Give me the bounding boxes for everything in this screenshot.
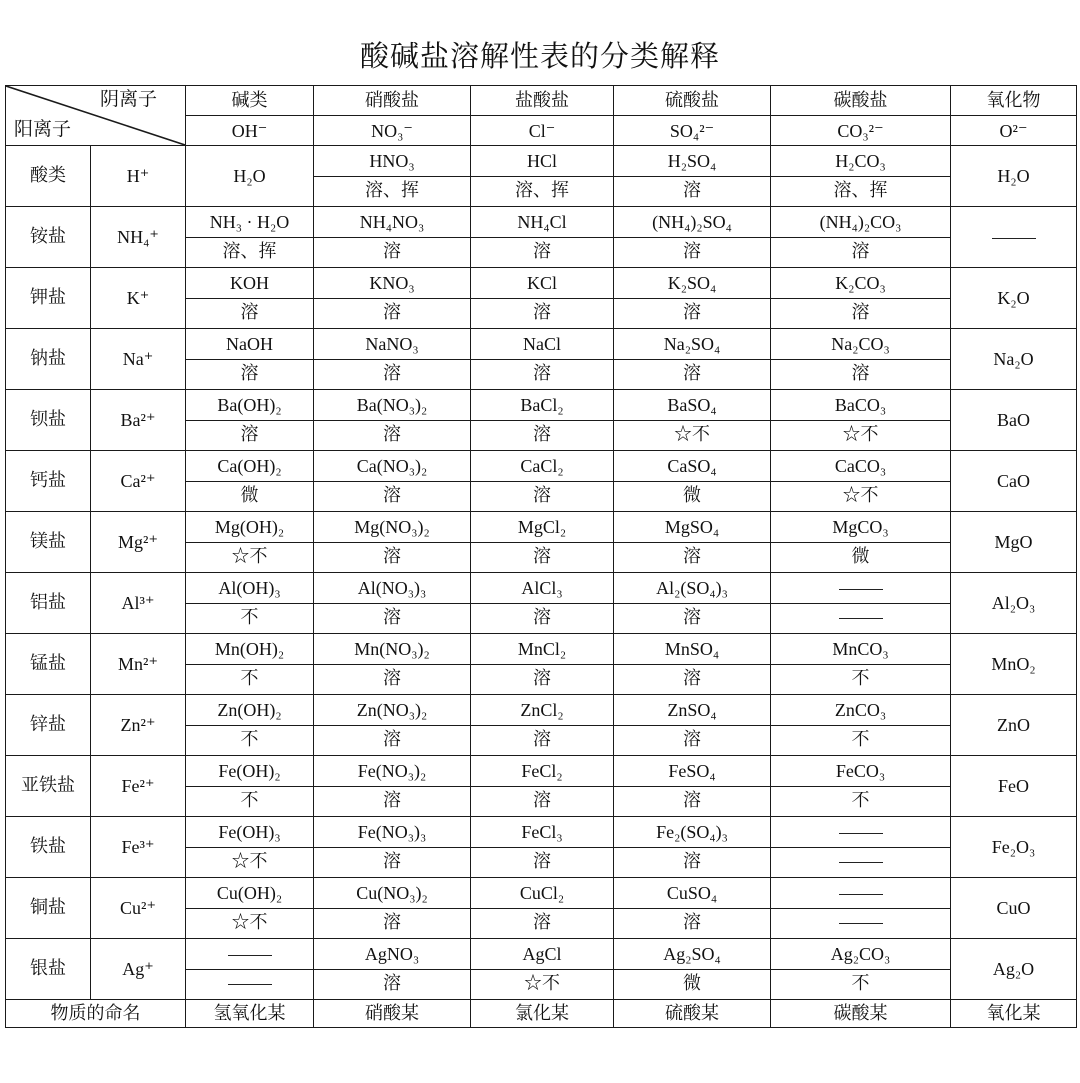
solubility-value: 溶 [614, 542, 771, 573]
solubility-value: 溶 [314, 237, 471, 268]
compound-formula: HNO₃ [314, 146, 471, 177]
compound-formula: FeCl₂ [471, 756, 614, 787]
compound-formula: Ca(OH)₂ [186, 451, 314, 482]
cation-symbol: NH₄⁺ [91, 207, 186, 268]
dash-icon [228, 955, 272, 956]
no-compound-dash [771, 817, 951, 848]
compound-formula: BaCl₂ [471, 390, 614, 421]
solubility-value: 溶 [186, 420, 314, 451]
compound-formula: H₂SO₄ [614, 146, 771, 177]
table-row [6, 939, 1077, 970]
solubility-value: 微 [614, 481, 771, 512]
compound-formula: MnCl₂ [471, 634, 614, 665]
solubility-value: 溶 [771, 298, 951, 329]
compound-formula: Fe(NO₃)₃ [314, 817, 471, 848]
compound-formula: NaNO₃ [314, 329, 471, 360]
oxide-formula: CuO [951, 878, 1077, 939]
compound-formula: Al(OH)₃ [186, 573, 314, 604]
table-row [6, 146, 1077, 177]
solubility-value: 微 [186, 481, 314, 512]
dash-icon [992, 238, 1036, 239]
anion-header: O²⁻ [951, 116, 1077, 146]
oxide-formula: BaO [951, 390, 1077, 451]
cation-category: 锰盐 [6, 634, 91, 695]
compound-formula: Ba(NO₃)₂ [314, 390, 471, 421]
dash-icon [839, 894, 883, 895]
compound-formula: Fe₂(SO₄)₃ [614, 817, 771, 848]
compound-formula: Na₂CO₃ [771, 329, 951, 360]
solubility-value: 微 [771, 542, 951, 573]
solubility-value: ☆不 [186, 542, 314, 573]
compound-formula: Al(NO₃)₃ [314, 573, 471, 604]
table-row [6, 634, 1077, 665]
solubility-value: ☆不 [471, 969, 614, 1000]
oxide-formula: Na₂O [951, 329, 1077, 390]
naming-rule: 氯化某 [471, 1000, 614, 1028]
dash-icon [839, 618, 883, 619]
solubility-value: 溶 [471, 298, 614, 329]
oxide-formula: MgO [951, 512, 1077, 573]
solubility-value: 溶 [614, 359, 771, 390]
compound-formula: MgCl₂ [471, 512, 614, 543]
dash-icon [839, 589, 883, 590]
solubility-value: 不 [771, 725, 951, 756]
cation-symbol: Fe²⁺ [91, 756, 186, 817]
solubility-value: 溶 [771, 237, 951, 268]
solubility-value: 溶 [314, 420, 471, 451]
compound-formula: FeSO₄ [614, 756, 771, 787]
cation-symbol: K⁺ [91, 268, 186, 329]
oxide-formula: Al₂O₃ [951, 573, 1077, 634]
solubility-value: 溶 [471, 359, 614, 390]
compound-formula: H₂CO₃ [771, 146, 951, 177]
solubility-value: ☆不 [186, 908, 314, 939]
no-compound-dash [186, 969, 314, 1000]
compound-formula: MnCO₃ [771, 634, 951, 665]
compound-formula: NH₄NO₃ [314, 207, 471, 238]
compound-formula: ZnSO₄ [614, 695, 771, 726]
compound-formula: CuSO₄ [614, 878, 771, 909]
solubility-value: 溶、挥 [771, 176, 951, 207]
anion-header: NO₃⁻ [314, 116, 471, 146]
oxide-formula: ZnO [951, 695, 1077, 756]
table-row [6, 817, 1077, 848]
no-oxide-dash [951, 207, 1077, 268]
cation-symbol: Ca²⁺ [91, 451, 186, 512]
anion-header: SO₄²⁻ [614, 116, 771, 146]
dash-icon [839, 862, 883, 863]
solubility-table [5, 85, 1077, 1028]
category-header: 盐酸盐 [471, 86, 614, 116]
solubility-value: 溶、挥 [471, 176, 614, 207]
anion-axis-label: 阴离子 [99, 88, 157, 110]
anion-header: Cl⁻ [471, 116, 614, 146]
solubility-value: 不 [771, 969, 951, 1000]
compound-formula: CuCl₂ [471, 878, 614, 909]
oxide-formula: FeO [951, 756, 1077, 817]
compound-formula: (NH₄)₂CO₃ [771, 207, 951, 238]
solubility-value: 溶 [314, 908, 471, 939]
compound-formula: Cu(NO₃)₂ [314, 878, 471, 909]
compound-formula: K₂SO₄ [614, 268, 771, 299]
compound-formula: CaCl₂ [471, 451, 614, 482]
solubility-value: 溶 [314, 725, 471, 756]
cation-category: 亚铁盐 [6, 756, 91, 817]
solubility-value: 溶 [471, 664, 614, 695]
table-row [6, 390, 1077, 421]
cation-symbol: Zn²⁺ [91, 695, 186, 756]
solubility-value: 溶 [614, 725, 771, 756]
compound-formula: MnSO₄ [614, 634, 771, 665]
solubility-value: 溶 [614, 176, 771, 207]
naming-rule: 氧化某 [951, 1000, 1077, 1028]
compound-formula: Cu(OH)₂ [186, 878, 314, 909]
solubility-value: 溶 [471, 786, 614, 817]
compound-formula: NH₄Cl [471, 207, 614, 238]
solubility-value: 溶 [314, 359, 471, 390]
solubility-value: 溶 [186, 298, 314, 329]
category-header: 碱类 [186, 86, 314, 116]
no-compound-dash [771, 878, 951, 909]
corner-header-cell [6, 86, 186, 146]
compound-formula: Mg(OH)₂ [186, 512, 314, 543]
anion-header: OH⁻ [186, 116, 314, 146]
naming-rule: 氢氧化某 [186, 1000, 314, 1028]
no-compound-dash [186, 939, 314, 970]
category-header: 硫酸盐 [614, 86, 771, 116]
no-compound-dash [771, 847, 951, 878]
solubility-value: 溶 [471, 237, 614, 268]
category-header: 硝酸盐 [314, 86, 471, 116]
oxide-formula: K₂O [951, 268, 1077, 329]
table-row [6, 756, 1077, 787]
category-header: 碳酸盐 [771, 86, 951, 116]
solubility-value: 溶 [614, 664, 771, 695]
compound-formula: Al₂(SO₄)₃ [614, 573, 771, 604]
compound-formula: MgSO₄ [614, 512, 771, 543]
dash-icon [839, 833, 883, 834]
compound-formula: ZnCO₃ [771, 695, 951, 726]
table-row [6, 573, 1077, 604]
solubility-value: 不 [186, 725, 314, 756]
dash-icon [839, 923, 883, 924]
compound-formula: FeCO₃ [771, 756, 951, 787]
solubility-value: 溶 [471, 542, 614, 573]
naming-rule: 碳酸某 [771, 1000, 951, 1028]
no-compound-dash [771, 908, 951, 939]
naming-rule: 硝酸某 [314, 1000, 471, 1028]
solubility-value: 不 [186, 664, 314, 695]
compound-formula: Fe(OH)₂ [186, 756, 314, 787]
compound-formula: MgCO₃ [771, 512, 951, 543]
cation-category: 铁盐 [6, 817, 91, 878]
table-row [6, 268, 1077, 299]
solubility-value: 溶、挥 [314, 176, 471, 207]
solubility-value: 溶 [614, 908, 771, 939]
solubility-value: 溶 [314, 664, 471, 695]
compound-formula: CaSO₄ [614, 451, 771, 482]
compound-formula: KNO₃ [314, 268, 471, 299]
cation-symbol: Cu²⁺ [91, 878, 186, 939]
solubility-value: 溶 [471, 481, 614, 512]
solubility-value: ☆不 [186, 847, 314, 878]
compound-formula: NaCl [471, 329, 614, 360]
compound-formula: Ca(NO₃)₂ [314, 451, 471, 482]
compound-formula: K₂CO₃ [771, 268, 951, 299]
solubility-value: ☆不 [614, 420, 771, 451]
cation-category: 镁盐 [6, 512, 91, 573]
solubility-value: 溶 [186, 359, 314, 390]
compound-formula: Mg(NO₃)₂ [314, 512, 471, 543]
compound-formula: FeCl₃ [471, 817, 614, 848]
cation-category: 酸类 [6, 146, 91, 207]
solubility-value: 溶 [471, 847, 614, 878]
compound-formula: NaOH [186, 329, 314, 360]
oxide-formula: H₂O [951, 146, 1077, 207]
table-row [6, 451, 1077, 482]
solubility-value: 溶 [614, 786, 771, 817]
compound-formula: (NH₄)₂SO₄ [614, 207, 771, 238]
cation-symbol: Ag⁺ [91, 939, 186, 1000]
cation-symbol: Mg²⁺ [91, 512, 186, 573]
solubility-value: 不 [771, 786, 951, 817]
compound-formula: KCl [471, 268, 614, 299]
compound-formula: Ag₂CO₃ [771, 939, 951, 970]
cation-symbol: Ba²⁺ [91, 390, 186, 451]
solubility-value: 溶 [614, 603, 771, 634]
solubility-value: 溶 [471, 603, 614, 634]
cation-category: 铝盐 [6, 573, 91, 634]
oxide-formula: Fe₂O₃ [951, 817, 1077, 878]
compound-formula: Na₂SO₄ [614, 329, 771, 360]
compound-formula: Zn(NO₃)₂ [314, 695, 471, 726]
cation-category: 铜盐 [6, 878, 91, 939]
solubility-value: 溶 [314, 481, 471, 512]
table-row [6, 329, 1077, 360]
solubility-value: 溶 [614, 847, 771, 878]
solubility-value: 不 [771, 664, 951, 695]
table-row [6, 878, 1077, 909]
solubility-value: 溶 [314, 847, 471, 878]
solubility-value: 溶 [314, 786, 471, 817]
solubility-value: 溶 [471, 420, 614, 451]
compound-formula: KOH [186, 268, 314, 299]
solubility-value: 溶 [314, 603, 471, 634]
no-compound-dash [771, 573, 951, 604]
solubility-value: 溶 [614, 237, 771, 268]
oxide-formula: MnO₂ [951, 634, 1077, 695]
table-row [6, 207, 1077, 238]
cation-category: 钙盐 [6, 451, 91, 512]
solubility-value: 微 [614, 969, 771, 1000]
cation-category: 银盐 [6, 939, 91, 1000]
table-row [6, 695, 1077, 726]
cation-symbol: Al³⁺ [91, 573, 186, 634]
dash-icon [228, 984, 272, 985]
solubility-value: 溶 [471, 908, 614, 939]
anion-header: CO₃²⁻ [771, 116, 951, 146]
naming-label: 物质的命名 [6, 1000, 186, 1028]
cation-symbol: H⁺ [91, 146, 186, 207]
solubility-value: 溶 [314, 969, 471, 1000]
solubility-value: 不 [186, 603, 314, 634]
solubility-value: ☆不 [771, 420, 951, 451]
cation-category: 钾盐 [6, 268, 91, 329]
compound-formula: Mn(OH)₂ [186, 634, 314, 665]
compound-formula: CaCO₃ [771, 451, 951, 482]
solubility-value: 溶、挥 [186, 237, 314, 268]
compound-formula: BaSO₄ [614, 390, 771, 421]
oxide-formula: CaO [951, 451, 1077, 512]
compound-formula: BaCO₃ [771, 390, 951, 421]
compound-formula: Fe(OH)₃ [186, 817, 314, 848]
solubility-value: 溶 [614, 298, 771, 329]
compound-formula: AgNO₃ [314, 939, 471, 970]
solubility-value: 不 [186, 786, 314, 817]
cation-category: 铵盐 [6, 207, 91, 268]
compound-formula: Mn(NO₃)₂ [314, 634, 471, 665]
compound-formula: AgCl [471, 939, 614, 970]
cation-symbol: Fe³⁺ [91, 817, 186, 878]
cation-axis-label: 阳离子 [14, 118, 72, 140]
solubility-value: ☆不 [771, 481, 951, 512]
cation-category: 钡盐 [6, 390, 91, 451]
no-compound-dash [771, 603, 951, 634]
oxide-formula: Ag₂O [951, 939, 1077, 1000]
naming-row [6, 1000, 1077, 1028]
compound-formula: Zn(OH)₂ [186, 695, 314, 726]
compound-formula: Ba(OH)₂ [186, 390, 314, 421]
solubility-value: 溶 [771, 359, 951, 390]
compound-formula: HCl [471, 146, 614, 177]
cation-category: 锌盐 [6, 695, 91, 756]
compound-formula: AlCl₃ [471, 573, 614, 604]
compound-formula: Ag₂SO₄ [614, 939, 771, 970]
solubility-value: 溶 [314, 542, 471, 573]
compound-formula: H₂O [186, 146, 314, 207]
table-row [6, 512, 1077, 543]
category-header: 氧化物 [951, 86, 1077, 116]
cation-symbol: Mn²⁺ [91, 634, 186, 695]
compound-formula: NH₃ · H₂O [186, 207, 314, 238]
naming-rule: 硫酸某 [614, 1000, 771, 1028]
compound-formula: ZnCl₂ [471, 695, 614, 726]
cation-symbol: Na⁺ [91, 329, 186, 390]
solubility-value: 溶 [314, 298, 471, 329]
compound-formula: Fe(NO₃)₂ [314, 756, 471, 787]
solubility-value: 溶 [471, 725, 614, 756]
cation-category: 钠盐 [6, 329, 91, 390]
page-title: 酸碱盐溶解性表的分类解释 [359, 39, 720, 73]
